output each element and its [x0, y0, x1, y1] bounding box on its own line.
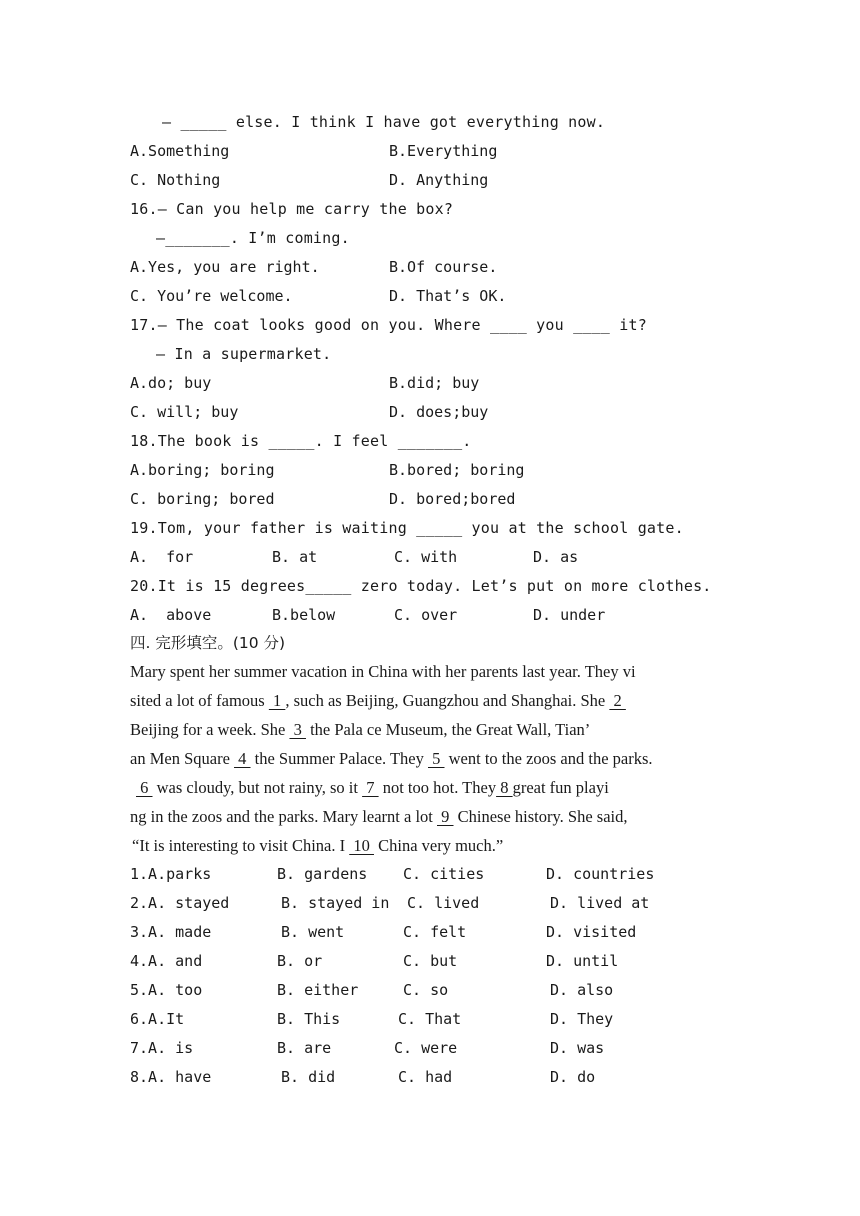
cloze-2-d: D. lived at: [550, 894, 650, 912]
q17-reply: — In a supermarket.: [156, 345, 332, 363]
q16-option-b: B.Of course.: [389, 258, 498, 276]
cloze-3-b: B. went: [281, 923, 345, 941]
passage-line-4: an Men Square 4 the Summer Palace. They 5 went to the zoos and the parks.: [130, 749, 653, 768]
cloze-3-c: C. felt: [403, 923, 467, 941]
q19-option-b: B. at: [272, 548, 318, 566]
cloze-6-d: D. They: [550, 1010, 614, 1028]
cloze-5-c: C. so: [403, 981, 449, 999]
cloze-7-b: B. are: [277, 1039, 332, 1057]
q16-option-d: D. That’s OK.: [389, 287, 507, 305]
q15-option-d: D. Anything: [389, 171, 489, 189]
passage-line-5: 6 was cloudy, but not rainy, so it 7 not too hot. They 8 great fun playi: [136, 778, 609, 797]
q17-option-a: A.do; buy: [130, 374, 212, 392]
q20-option-d: D. under: [533, 606, 606, 624]
cloze-4-a: 4.A. and: [130, 952, 203, 970]
cloze-8-d: D. do: [550, 1068, 596, 1086]
blank-3: 3: [289, 720, 306, 739]
q18-option-a: A.boring; boring: [130, 461, 275, 479]
q18-option-d: D. bored;bored: [389, 490, 516, 508]
q19-option-a: A. for: [130, 548, 194, 566]
cloze-2-c: C. lived: [407, 894, 480, 912]
passage-line-1: Mary spent her summer vacation in China with her parents last year. They vi: [130, 662, 636, 681]
blank-5: 5: [428, 749, 445, 768]
blank-9: 9: [437, 807, 454, 826]
q17-option-c: C. will; buy: [130, 403, 239, 421]
q16-stem: 16.— Can you help me carry the box?: [130, 200, 454, 218]
blank-7: 7: [362, 778, 379, 797]
blank-2: 2: [609, 691, 626, 710]
q18-option-b: B.bored; boring: [389, 461, 525, 479]
q20-stem: 20.It is 15 degrees_____ zero today. Let’s put on more clothes.: [130, 577, 712, 595]
section-heading: 四. 完形填空。(10 分): [130, 634, 286, 652]
q20-option-c: C. over: [394, 606, 458, 624]
q15-option-a: A.Something: [130, 142, 230, 160]
passage-line-7: “It is interesting to visit China. I 10 China very much.”: [132, 836, 504, 855]
cloze-6-a: 6.A.It: [130, 1010, 185, 1028]
cloze-3-a: 3.A. made: [130, 923, 212, 941]
q16-option-c: C. You’re welcome.: [130, 287, 293, 305]
q19-option-c: C. with: [394, 548, 458, 566]
cloze-5-d: D. also: [550, 981, 614, 999]
blank-8: 8: [496, 778, 513, 797]
cloze-8-a: 8.A. have: [130, 1068, 212, 1086]
cloze-3-d: D. visited: [546, 923, 637, 941]
cloze-5-b: B. either: [277, 981, 359, 999]
q15-option-b: B.Everything: [389, 142, 498, 160]
blank-6: 6: [136, 778, 153, 797]
q19-stem: 19.Tom, your father is waiting _____ you at the school gate.: [130, 519, 684, 537]
cloze-5-a: 5.A. too: [130, 981, 203, 999]
cloze-7-c: C. were: [394, 1039, 458, 1057]
q15-answer-line: — _____ else. I think I have got everything now.: [162, 113, 606, 131]
blank-10: 10: [349, 836, 374, 855]
q20-option-b: B.below: [272, 606, 336, 624]
q19-option-d: D. as: [533, 548, 579, 566]
cloze-4-b: B. or: [277, 952, 323, 970]
cloze-6-b: B. This: [277, 1010, 341, 1028]
cloze-7-a: 7.A. is: [130, 1039, 194, 1057]
cloze-1-a: 1.A.parks: [130, 865, 212, 883]
cloze-4-c: C. but: [403, 952, 458, 970]
cloze-8-b: B. did: [281, 1068, 336, 1086]
cloze-2-a: 2.A. stayed: [130, 894, 230, 912]
cloze-4-d: D. until: [546, 952, 619, 970]
blank-1: 1: [268, 691, 286, 710]
q20-option-a: A. above: [130, 606, 212, 624]
cloze-6-c: C. That: [398, 1010, 462, 1028]
q17-stem: 17.— The coat looks good on you. Where ____ you ____ it?: [130, 316, 647, 334]
cloze-1-b: B. gardens: [277, 865, 368, 883]
q17-option-d: D. does;buy: [389, 403, 489, 421]
passage-line-3: Beijing for a week. She 3 the Pala ce Museum, the Great Wall, Tian’: [130, 720, 591, 739]
cloze-1-d: D. countries: [546, 865, 655, 883]
cloze-1-c: C. cities: [403, 865, 485, 883]
q16-option-a: A.Yes, you are right.: [130, 258, 320, 276]
q15-option-c: C. Nothing: [130, 171, 221, 189]
cloze-2-b: B. stayed in: [281, 894, 390, 912]
passage-line-6: ng in the zoos and the parks. Mary learnt a lot 9 Chinese history. She said,: [130, 807, 628, 826]
q17-option-b: B.did; buy: [389, 374, 480, 392]
q16-reply: —_______. I’m coming.: [156, 229, 350, 247]
cloze-7-d: D. was: [550, 1039, 605, 1057]
cloze-8-c: C. had: [398, 1068, 453, 1086]
q18-option-c: C. boring; bored: [130, 490, 275, 508]
passage-line-2: sited a lot of famous 1 , such as Beijing, Guangzhou and Shanghai. She 2: [130, 691, 626, 710]
blank-4: 4: [234, 749, 251, 768]
q18-stem: 18.The book is _____. I feel _______.: [130, 432, 472, 450]
